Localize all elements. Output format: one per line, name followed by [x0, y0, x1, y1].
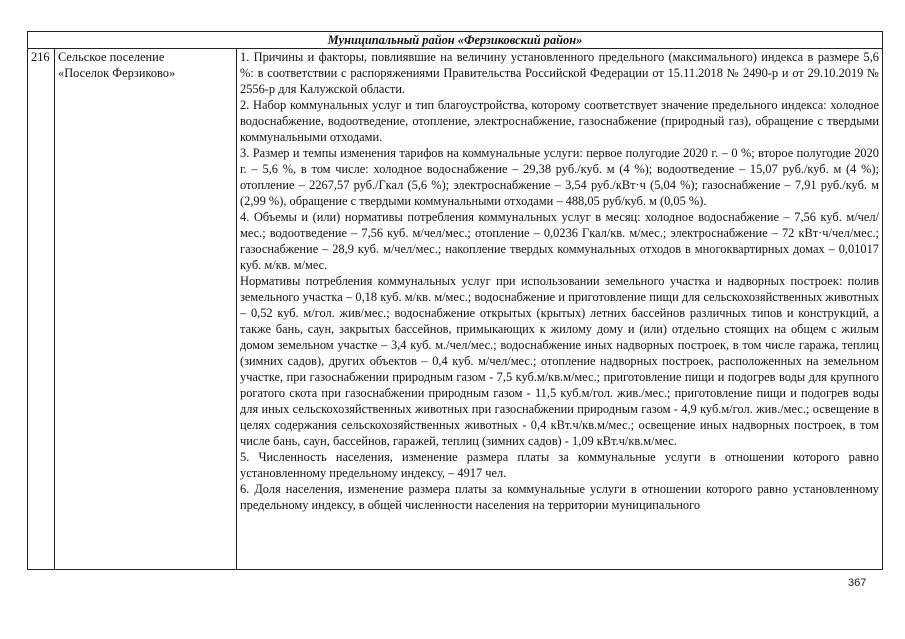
settlement-title: «Поселок Ферзиково»: [58, 66, 176, 80]
row-number: 216: [28, 49, 55, 570]
paragraph-2: 2. Набор коммунальных услуг и тип благоустройства, которому соответствует значение предельного индекса: холодное водоснабжение, водоотведение, отопление, электроснабжение, газоснабжение (природный газ), обращение с твердыми коммунальными отходами.: [240, 98, 879, 144]
region-header: Муниципальный район «Ферзиковский район»: [28, 32, 883, 49]
paragraph-1: 1. Причины и факторы, повлиявшие на величину установленного предельного (максимального) индекса в размере 5,6 %: в соответствии с распоряжениями Правительства Российской Федерации от 15.11.2018 № 2490-р и от 29.10.2019 № 2556-р для Калужской области.: [240, 50, 879, 96]
details-cell: [237, 49, 883, 570]
paragraph-4: 4. Объемы и (или) нормативы потребления коммунальных услуг в месяц: холодное водоснабжение – 7,56 куб. м/чел/мес.; водоотведение – 7,56 куб. м/чел/мес.; отопление – 0,0236 Гкал/кв. м/мес.; электроснабжение – 72 кВт·ч/чел/мес.; газоснабжение – 28,9 куб. м/чел/мес.; накопление твердых коммунальных отходов в многоквартирных домах – 0,01017 куб. м/кв. м/мес.: [240, 210, 879, 272]
paragraph-3: 3. Размер и темпы изменения тарифов на коммунальные услуги: первое полугодие 2020 г. – 0 %; второе полугодие 2020 г. – 5,6 %, в том числе: холодное водоснабжение – 29,38 руб./куб. м (4 %); водоотведение – 15,07 руб./куб. м (4 %); отопление – 2267,57 руб./Гкал (5,6 %); электроснабжение – 3,54 руб./кВт·ч (5,04 %); газоснабжение – 7,91 руб./куб. м (2,99 %), обращение с твердыми коммунальными отходами – 488,05 руб/куб. м (0,05 %).: [240, 146, 879, 208]
table-row: [28, 49, 883, 570]
settlement-name: [55, 49, 237, 570]
paragraph-norms: Нормативы потребления коммунальных услуг при использовании земельного участка и надворных построек: полив земельного участка – 0,18 куб. м/кв. м/мес.; водоснабжение и приготовление пищи для сельскохозяйственных животных – 0,52 куб. м/гол. жив/мес.; водоснабжение открытых (крытых) летних бассейнов различных типов и конструкций, а также бань, саун, закрытых бассейнов, примыкающих к жилому дому и (или) отдельно стоящих на общем с жилым домом земельном участке – 3,4 куб. м./чел/мес.; водоснабжение иных надворных построек, в том числе гаража, теплиц (зимних садов), других объектов – 0,4 куб. м/чел/мес.; отопление надворных построек, расположенных на земельном участке, при газоснабжении природным газом - 7,5 куб.м/кв.м/мес.; приготовление пищи и подогрев воды для крупного рогатого скота при газоснабжении природным газом - 11,5 куб.м/гол. жив./мес.; приготовление пищи и подогрев воды для иных сельскохозяйственных животных при газоснабжении природным газом - 4,9 куб.м/гол. жив./мес.; освещение в целях содержания сельскохозяйственных животных - 0,4 кВт.ч/кв.м/мес.; освещение иных надворных построек, в том числе бань, саун, бассейнов, гаражей, теплиц (зимних садов) - 1,09 кВт.ч/кв.м/мес.: [240, 274, 879, 448]
table-header-row: [28, 32, 883, 49]
document-table: [27, 31, 883, 570]
paragraph-5: 5. Численность населения, изменение размера платы за коммунальные услуги в отношении которого равно установленному предельному индексу, – 4917 чел.: [240, 450, 879, 480]
settlement-type: Сельское поселение: [58, 50, 165, 64]
page-number: 367: [848, 577, 867, 589]
paragraph-6: 6. Доля населения, изменение размера платы за коммунальные услуги в отношении которого равно установленному предельному индексу, в общей численности населения на территории муниципального: [240, 482, 879, 512]
